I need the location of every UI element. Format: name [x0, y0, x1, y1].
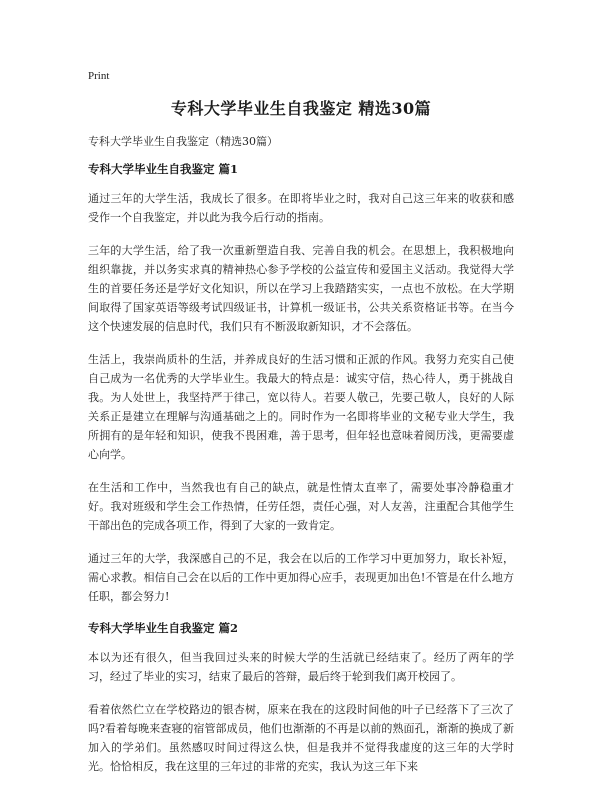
paragraph: 生活上，我崇尚质朴的生活，并养成良好的生活习惯和正派的作风。我努力充实自己使自己成为一名优秀的大学毕业生。我最大的特点是：诚实守信，热心待人，勇于挑战自我。为人处世上，我坚持严于律己，宽以待人。若要人敬己，先要己敬人，良好的人际关系正是建立在理解与沟通基础之上的。同时作为一名即将毕业的文秘专业大学生，我所拥有的是年轻和知识，使我不畏困难，善于思考，但年轻也意味着阅历浅，更需要虚心向学。 — [88, 353, 514, 461]
section-2 — [88, 620, 514, 776]
section-1 — [88, 161, 514, 606]
section-heading: 专科大学毕业生自我鉴定 篇2 — [88, 621, 239, 635]
paragraph: 看着依然伫立在学校路边的银杏树，原来在我在的这段时间他的叶子已经落下了三次了吗?看着每晚来查寝的宿管部成员，他们也渐渐的不再是以前的熟面孔，渐渐的换成了新加入的学弟们。虽然感叹时间过得这么快，但是我并不觉得我虚度的这三年的大学时光。恰恰相反，我在这里的三年过的非常的充实，我认为这三年下来 — [88, 703, 514, 773]
document-subtitle: 专科大学毕业生自我鉴定（精选30篇） — [88, 135, 278, 148]
paragraph: 通过三年的大学，我深感自己的不足，我会在以后的工作学习中更加努力，取长补短，需心求教。相信自己会在以后的工作中更加得心应手，表现更加出色!不管是在什么地方任职，都会努力! — [88, 552, 514, 603]
document-page — [88, 70, 514, 790]
print-link[interactable]: Print — [88, 70, 110, 82]
paragraph: 在生活和工作中，当然我也有自己的缺点，就是性情太直率了，需要处事冷静稳重才好。我对班级和学生会工作热情，任劳任怨，责任心强，对人友善，注重配合其他学生干部出色的完成各项工作，得到了大家的一致肯定。 — [88, 481, 514, 532]
paragraph: 本以为还有很久，但当我回过头来的时候大学的生活就已经结束了。经历了两年的学习，经过了毕业的实习，结束了最后的答辩，最后终于轮到我们离开校园了。 — [88, 651, 514, 683]
paragraph: 通过三年的大学生活，我成长了很多。在即将毕业之时，我对自己这三年来的收获和感受作一个自我鉴定，并以此为我今后行动的指南。 — [88, 192, 514, 224]
page-title: 专科大学毕业生自我鉴定 精选30篇 — [170, 99, 432, 118]
paragraph: 三年的大学生活，给了我一次重新塑造自我、完善自我的机会。在思想上，我积极地向组织靠拢，并以务实求真的精神热心参予学校的公益宣传和爱国主义活动。我觉得大学生的首要任务还是学好文化知识，所以在学习上我踏踏实实，一点也不放松。在大学期间取得了国家英语等级考试四级证书，计算机一级证书，公共关系资格证书等。在当今这个快速发展的信息时代，我们只有不断汲取新知识，才不会落伍。 — [88, 244, 514, 333]
section-heading: 专科大学毕业生自我鉴定 篇1 — [88, 162, 239, 176]
